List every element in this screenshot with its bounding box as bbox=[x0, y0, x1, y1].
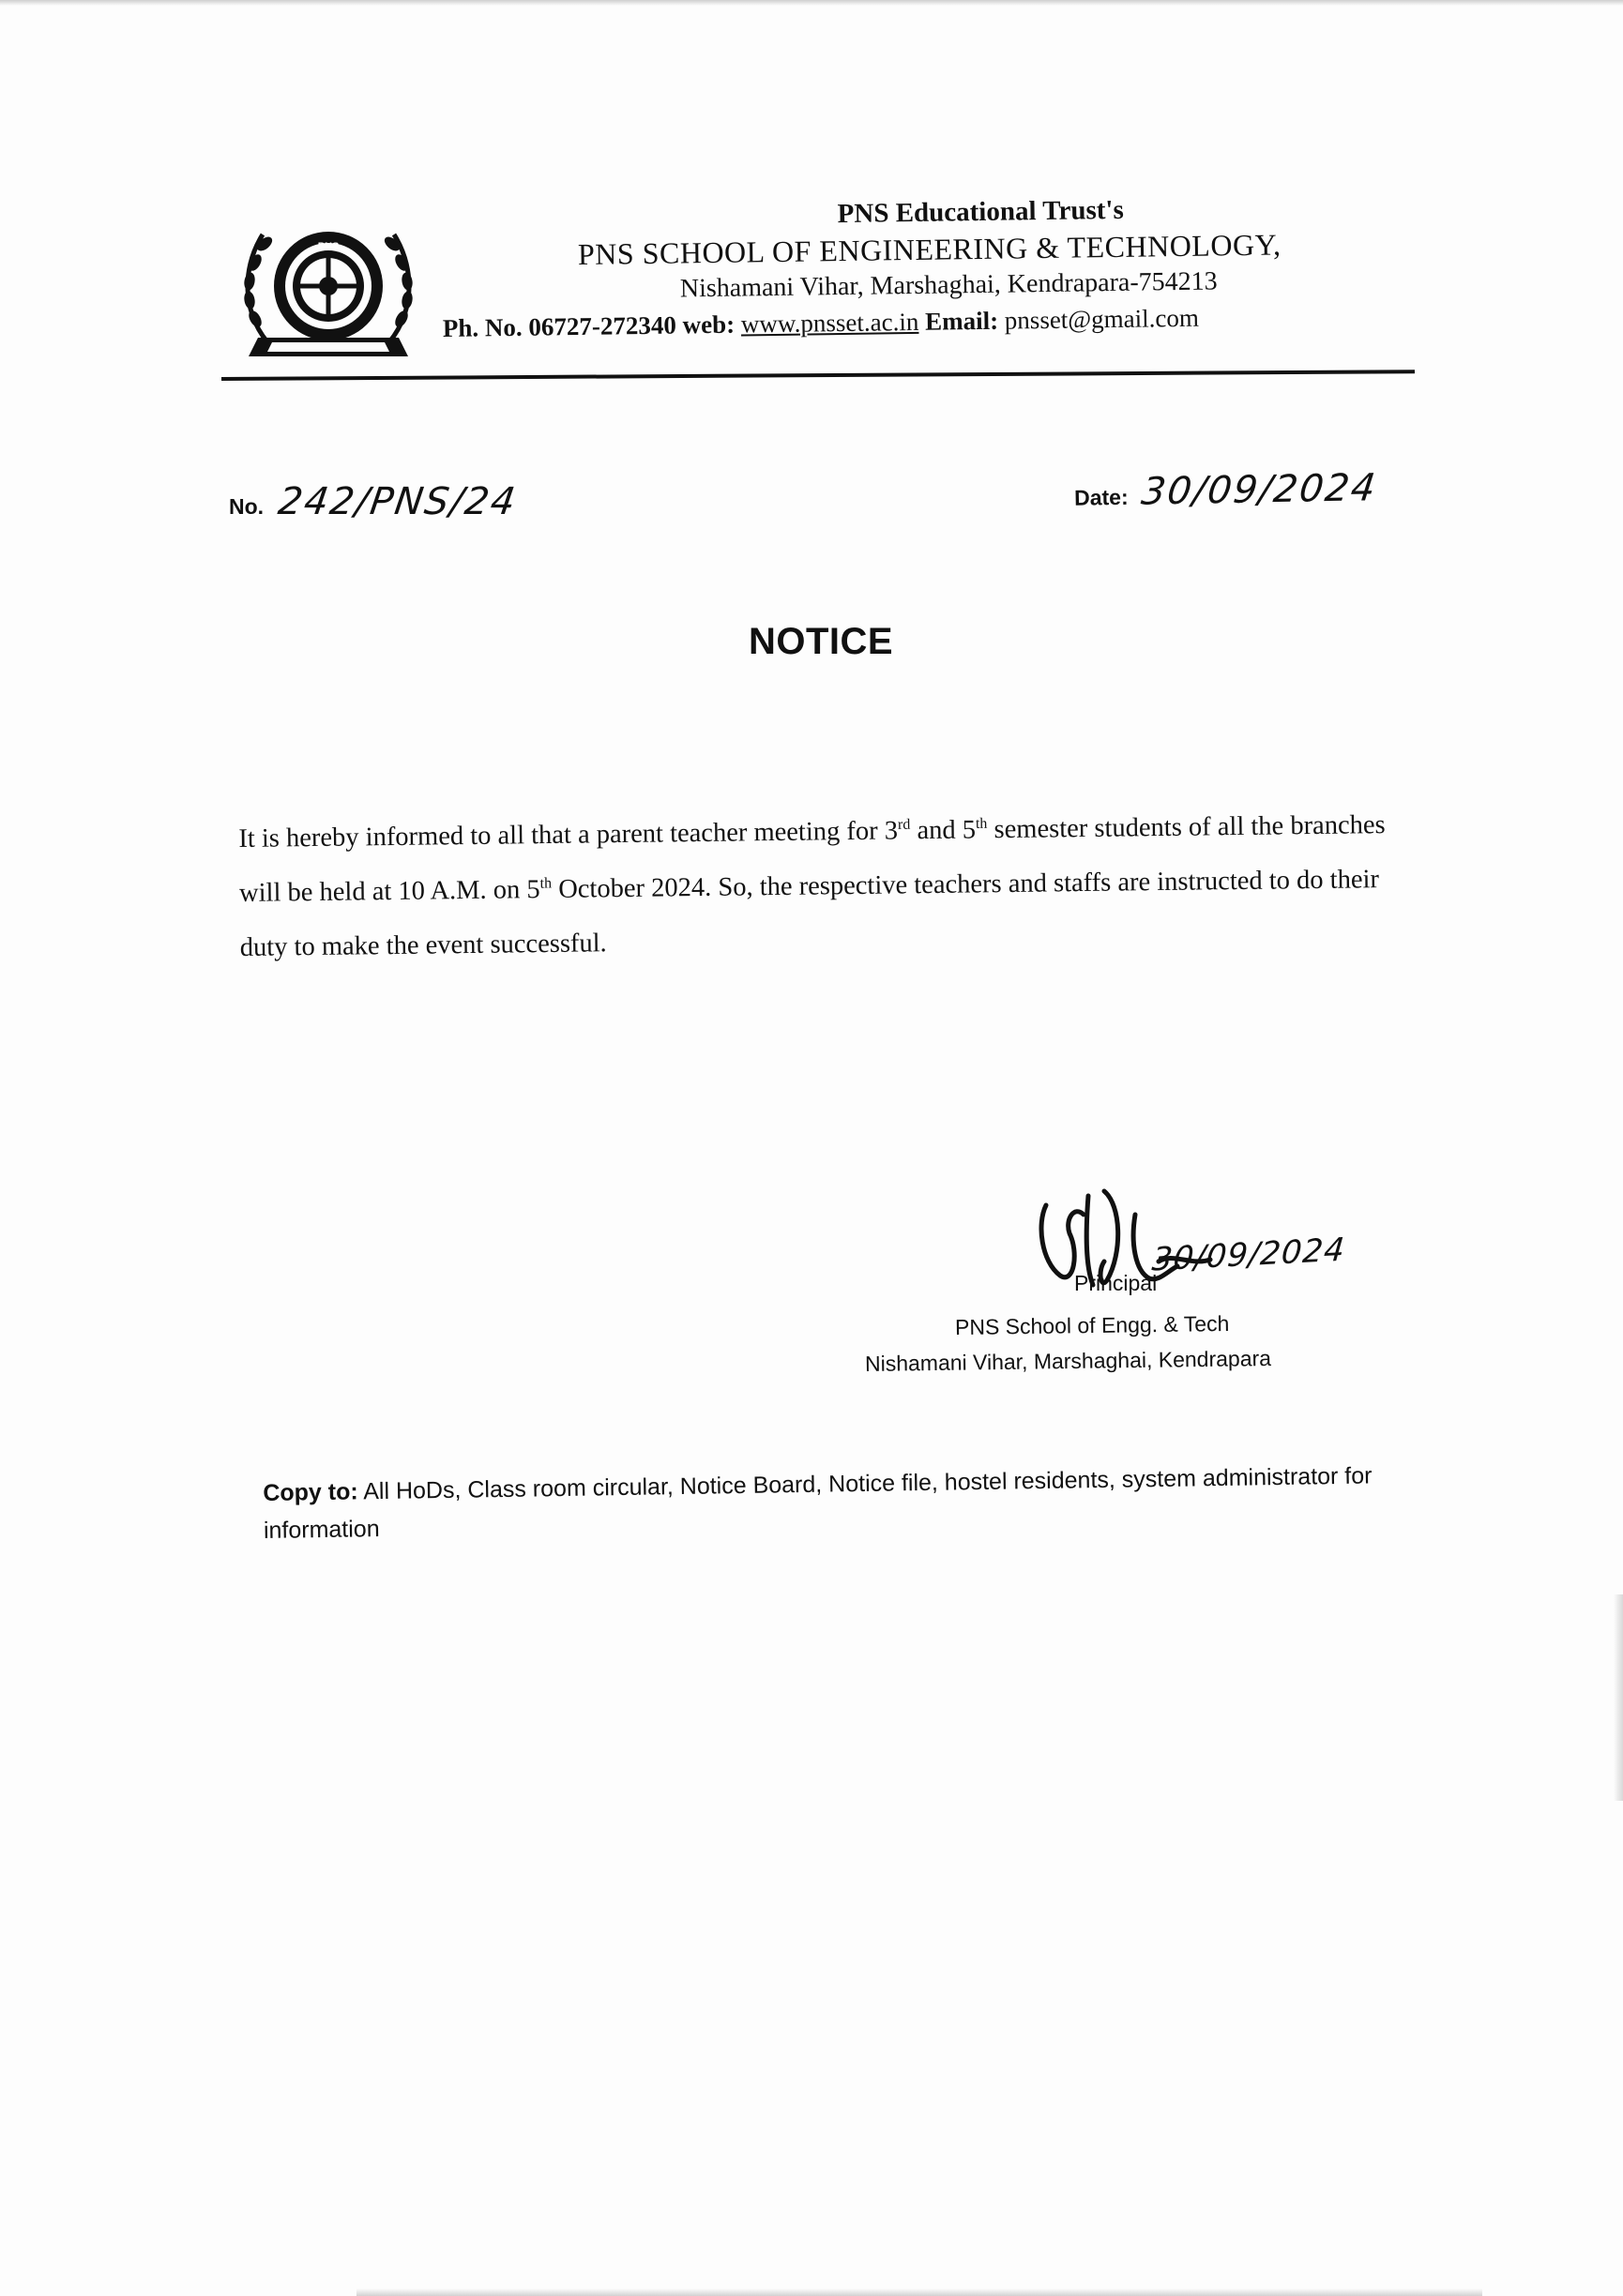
reference-value: 242/PNS/24 bbox=[275, 480, 520, 523]
trust-name: PNS Educational Trust's bbox=[837, 194, 1124, 230]
school-name: PNS SCHOOL OF ENGINEERING & TECHNOLOGY, bbox=[577, 227, 1282, 271]
body-text-part-1: It is hereby informed to all that a parent teacher meeting for 3 bbox=[238, 816, 899, 853]
email-address[interactable]: pnsset@gmail.com bbox=[1004, 303, 1200, 335]
copy-to-label: Copy to: bbox=[263, 1478, 358, 1506]
header-divider bbox=[221, 370, 1415, 381]
scan-edge-top bbox=[0, 0, 1623, 6]
reference-label: No. bbox=[229, 494, 265, 519]
notice-body bbox=[238, 798, 1422, 975]
signature-date: 30/09/2024 bbox=[1150, 1231, 1347, 1279]
email-label: Email: bbox=[924, 306, 999, 336]
web-label: web: bbox=[682, 310, 736, 340]
phone-label: Ph. No. bbox=[442, 312, 523, 342]
date-value: 30/09/2024 bbox=[1138, 466, 1379, 514]
reference-number bbox=[229, 480, 520, 523]
body-text-part-2: and 5 bbox=[910, 815, 977, 846]
letterhead bbox=[441, 188, 1418, 346]
web-link[interactable]: www.pnsset.ac.in bbox=[740, 307, 919, 339]
scan-edge-bottom bbox=[356, 2288, 1482, 2296]
signatory-org: PNS School of Engg. & Tech bbox=[954, 1310, 1230, 1340]
phone-number: 06727-272340 bbox=[528, 310, 677, 341]
body-text-part-4: October 2024. So, the respective teachers and staffs are instructed to do their duty to make the event successful. bbox=[239, 865, 1380, 962]
ordinal-th-2: th bbox=[539, 875, 553, 892]
scan-edge-right bbox=[1614, 1594, 1623, 1801]
signatory-title: Principal bbox=[1074, 1271, 1158, 1295]
body-text-part-3: semester students of all the branches will be held at 10 A.M. on 5 bbox=[238, 810, 1386, 908]
notice-date bbox=[1074, 466, 1377, 515]
svg-text:PNS: PNS bbox=[317, 241, 340, 252]
date-label: Date: bbox=[1073, 484, 1129, 510]
signatory-address: Nishamani Vihar, Marshaghai, Kendrapara bbox=[864, 1345, 1272, 1377]
school-address: Nishamani Vihar, Marshaghai, Kendrapara-754213 bbox=[679, 266, 1218, 304]
ordinal-th-1: th bbox=[975, 815, 988, 832]
school-emblem-icon bbox=[235, 206, 422, 370]
ordinal-rd: rd bbox=[897, 816, 911, 833]
copy-to bbox=[263, 1457, 1427, 1549]
copy-to-recipients: All HoDs, Class room circular, Notice Board, Notice file, hostel residents, system administrator for information bbox=[263, 1462, 1373, 1544]
page-title: NOTICE bbox=[748, 621, 894, 662]
